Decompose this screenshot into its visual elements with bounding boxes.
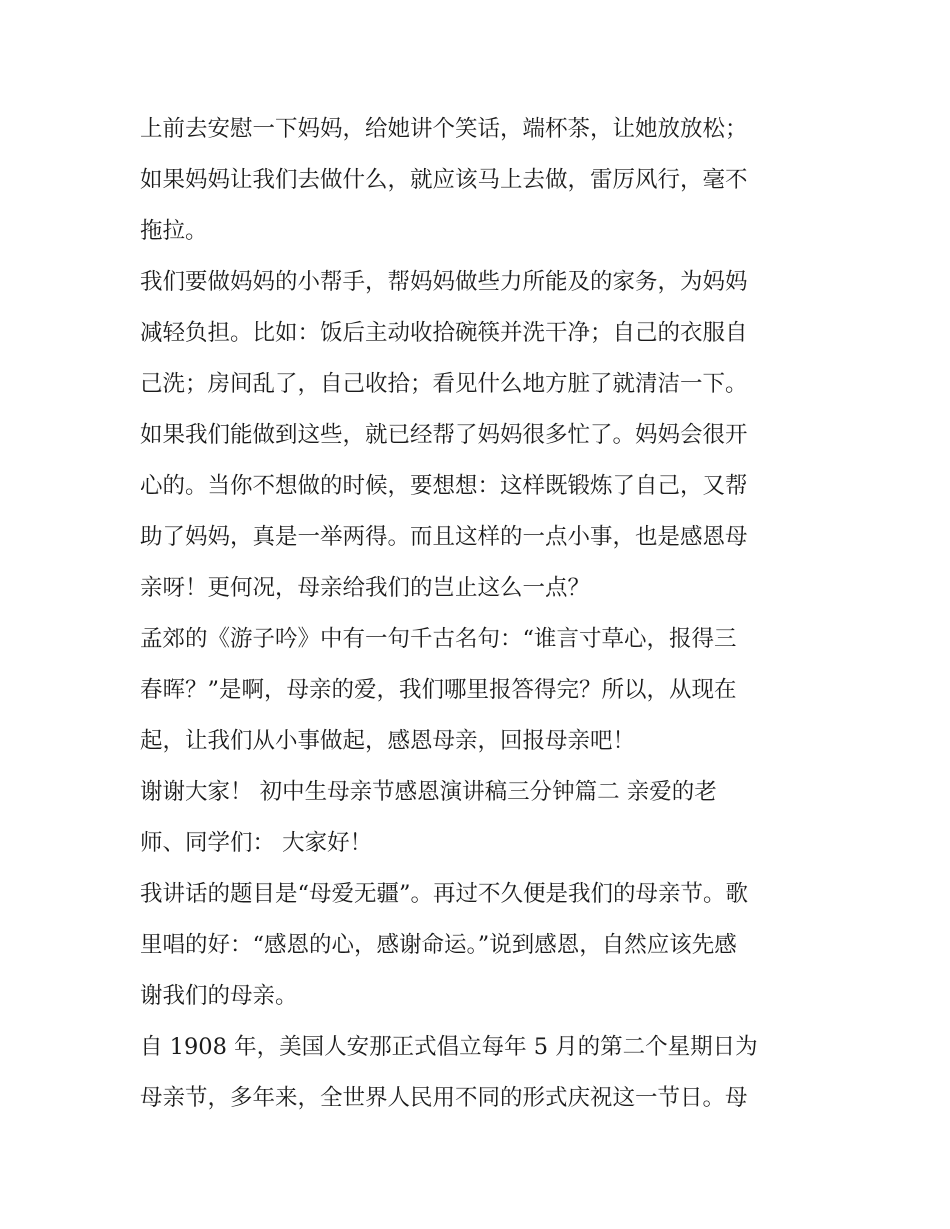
- text-line: 减轻负担。比如：饭后主动收拾碗筷并洗干净；自己的衣服自: [140, 320, 748, 346]
- text-line: 谢我们的母亲。: [140, 983, 298, 1009]
- text-line: 起，让我们从小事做起，感恩母亲，回报母亲吧！: [140, 728, 636, 754]
- text-line: 谢谢大家！ 初中生母亲节感恩演讲稿三分钟篇二 亲爱的老: [140, 779, 717, 805]
- text-line: 己洗；房间乱了，自己收拾；看见什么地方脏了就清洁一下。: [140, 371, 748, 397]
- text-line: 师、同学们： 大家好！: [140, 830, 373, 856]
- text-line: 如果我们能做到这些，就已经帮了妈妈很多忙了。妈妈会很开: [140, 422, 748, 448]
- text-line: 我们要做妈妈的小帮手，帮妈妈做些力所能及的家务，为妈妈: [140, 269, 748, 295]
- text-line: 我讲话的题目是“母爱无疆”。再过不久便是我们的母亲节。歌: [140, 881, 749, 907]
- text-line: 拖拉。: [140, 218, 208, 244]
- text-line: 孟郊的《游子吟》中有一句千古名句：“谁言寸草心，报得三: [140, 626, 737, 652]
- text-line: 助了妈妈，真是一举两得。而且这样的一点小事，也是感恩母: [140, 524, 748, 550]
- text-line: 亲呀！更何况，母亲给我们的岂止这么一点？: [140, 575, 591, 601]
- text-line: 里唱的好：“感恩的心，感谢命运。”说到感恩，自然应该先感: [140, 932, 737, 958]
- text-line: 自 1908 年，美国人安那正式倡立每年 5 月的第二个星期日为: [140, 1034, 758, 1060]
- text-line: 如果妈妈让我们去做什么，就应该马上去做，雷厉风行，毫不: [140, 167, 748, 193]
- text-line: 上前去安慰一下妈妈，给她讲个笑话，端杯茶，让她放放松；: [140, 116, 748, 142]
- document-body: [140, 104, 820, 1124]
- text-line: 母亲节，多年来，全世界人民用不同的形式庆祝这一节日。母: [140, 1085, 748, 1111]
- text-line: 春晖？”是啊，母亲的爱，我们哪里报答得完？所以，从现在: [140, 677, 737, 703]
- text-line: 心的。当你不想做的时候，要想想：这样既锻炼了自己，又帮: [140, 473, 748, 499]
